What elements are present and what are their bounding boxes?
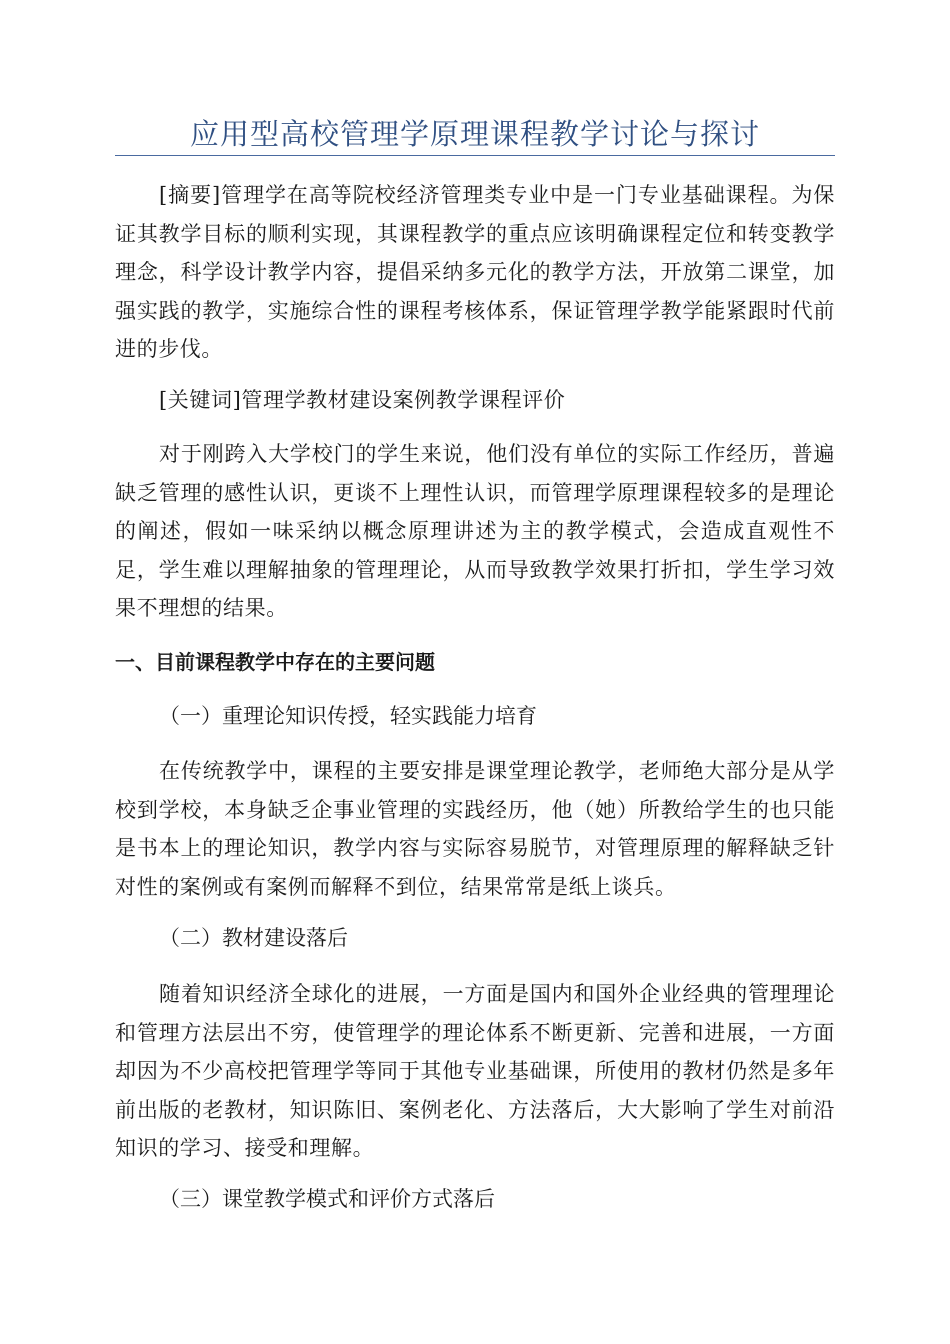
abstract-paragraph: [摘要]管理学在高等院校经济管理类专业中是一门专业基础课程。为保证其教学目标的顺利实现，其课程教学的重点应该明确课程定位和转变教学理念，科学设计教学内容，提倡采纳多元化的教学方法，开放第二课堂，加强实践的教学，实施综合性的课程考核体系，保证管理学教学能紧跟时代前进的步伐。 (115, 183, 835, 361)
document-title: 应用型高校管理学原理课程教学讨论与探讨 (189, 117, 760, 151)
section-heading-1: 一、目前课程教学中存在的主要问题 (115, 650, 435, 674)
body-paragraph-2: 随着知识经济全球化的进展，一方面是国内和国外企业经典的管理理论和管理方法层出不穷，使管理学的理论体系不断更新、完善和进展，一方面却因为不少高校把管理学等同于其他专业基础课，所使用的教材仍然是多年前出版的老教材，知识陈旧、案例老化、方法落后，大大影响了学生对前沿知识的学习、接受和理解。 (115, 982, 835, 1160)
title-underline (115, 155, 835, 156)
subsection-heading-2: （二）教材建设落后 (159, 926, 348, 950)
intro-paragraph: 对于刚跨入大学校门的学生来说，他们没有单位的实际工作经历，普遍缺乏管理的感性认识，更谈不上理性认识，而管理学原理课程较多的是理论的阐述，假如一味采纳以概念原理讲述为主的教学模式，会造成直观性不足，学生难以理解抽象的管理理论，从而导致教学效果打折扣，学生学习效果不理想的结果。 (115, 442, 835, 620)
body-paragraph-1: 在传统教学中，课程的主要安排是课堂理论教学，老师绝大部分是从学校到学校，本身缺乏企事业管理的实践经历，他（她）所教给学生的也只能是书本上的理论知识，教学内容与实际容易脱节，对管理原理的解释缺乏针对性的案例或有案例而解释不到位，结果常常是纸上谈兵。 (115, 759, 835, 899)
subsection-heading-1: （一）重理论知识传授，轻实践能力培育 (159, 704, 537, 728)
subsection-heading-3: （三）课堂教学模式和评价方式落后 (159, 1187, 495, 1211)
keywords-paragraph: [关键词]管理学教材建设案例教学课程评价 (159, 388, 566, 412)
